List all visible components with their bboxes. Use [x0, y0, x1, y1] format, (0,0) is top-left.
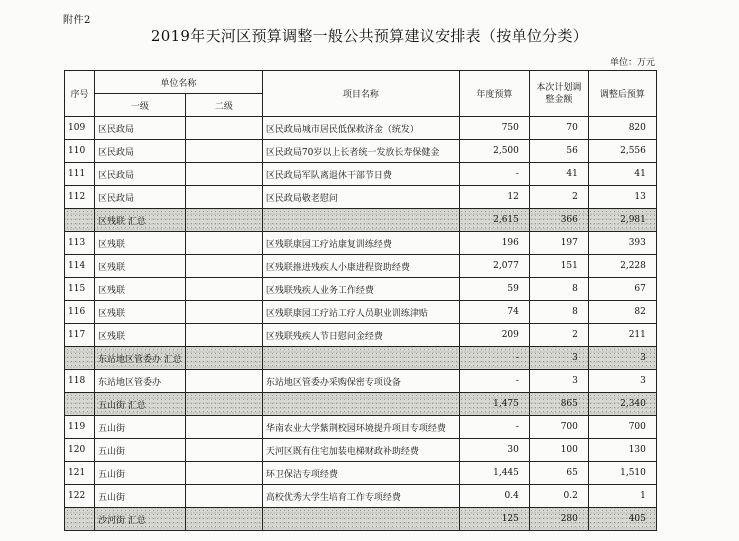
summary-row — [65, 347, 657, 370]
row-level1: 五山街 — [95, 439, 186, 462]
row-level1: 区残联 汇总 — [95, 209, 186, 232]
row-level2 — [185, 416, 262, 439]
row-level2 — [185, 508, 262, 531]
row-project: 区残联残疾人业务工作经费 — [262, 278, 459, 301]
row-project: 天河区既有住宅加装电梯财政补助经费 — [262, 439, 459, 462]
row-level1: 沙河街 汇总 — [95, 508, 186, 531]
row-seq: 118 — [65, 370, 95, 393]
row-level1: 区民政局 — [95, 140, 186, 163]
row-adjustment: 8 — [529, 278, 588, 301]
header-adjustment — [529, 71, 588, 117]
table-row — [65, 232, 657, 255]
header-level2: 二级 — [185, 94, 262, 117]
header-project-name: 项目名称 — [262, 71, 459, 117]
table-row — [65, 117, 657, 140]
row-annual-budget: 2,500 — [459, 140, 529, 163]
row-adjusted-budget: 130 — [588, 439, 656, 462]
row-adjustment: 2 — [529, 186, 588, 209]
row-annual-budget: 12 — [459, 186, 529, 209]
row-level1: 区民政局 — [95, 163, 186, 186]
row-seq: 117 — [65, 324, 95, 347]
row-seq — [65, 347, 95, 370]
page-title: 2019年天河区预算调整一般公共预算建议安排表（按单位分类） — [150, 27, 589, 45]
row-annual-budget: 125 — [459, 508, 529, 531]
row-adjustment: 70 — [529, 117, 588, 140]
row-adjusted-budget: 700 — [588, 416, 656, 439]
table-row — [65, 255, 657, 278]
row-adjusted-budget: 2,228 — [588, 255, 656, 278]
row-adjustment: 700 — [529, 416, 588, 439]
row-adjustment: 56 — [529, 140, 588, 163]
row-level2 — [185, 186, 262, 209]
row-adjustment: 2 — [529, 324, 588, 347]
row-level2 — [185, 278, 262, 301]
row-adjustment: 3 — [529, 370, 588, 393]
row-level2 — [185, 209, 262, 232]
row-annual-budget: 2,615 — [459, 209, 529, 232]
row-project: 高校优秀大学生培育工作专项经费 — [262, 485, 459, 508]
row-seq — [65, 209, 95, 232]
row-level1: 五山街 汇总 — [95, 393, 186, 416]
table-row — [65, 278, 657, 301]
row-project — [262, 209, 459, 232]
table-row — [65, 485, 657, 508]
row-level1: 区残联 — [95, 232, 186, 255]
attachment-label: 附件2 — [63, 15, 91, 26]
row-level2 — [185, 255, 262, 278]
row-level1: 五山街 — [95, 416, 186, 439]
row-adjusted-budget: 211 — [588, 324, 656, 347]
row-seq: 114 — [65, 255, 95, 278]
row-seq: 116 — [65, 301, 95, 324]
row-seq: 121 — [65, 462, 95, 485]
summary-row — [65, 209, 657, 232]
row-seq: 111 — [65, 163, 95, 186]
row-project: 区残联康园工疗站康复训练经费 — [262, 232, 459, 255]
row-level1: 东站地区管委办 — [95, 370, 186, 393]
row-seq: 119 — [65, 416, 95, 439]
row-annual-budget: - — [459, 347, 529, 370]
summary-row — [65, 508, 657, 531]
row-annual-budget: 59 — [459, 278, 529, 301]
row-annual-budget: 196 — [459, 232, 529, 255]
row-level2 — [185, 324, 262, 347]
row-project: 环卫保洁专项经费 — [262, 462, 459, 485]
row-seq: 112 — [65, 186, 95, 209]
row-level2 — [185, 393, 262, 416]
row-project: 区民政局敬老慰问 — [262, 186, 459, 209]
row-level2 — [185, 462, 262, 485]
row-project — [262, 393, 459, 416]
row-adjustment: 41 — [529, 163, 588, 186]
row-adjustment: 151 — [529, 255, 588, 278]
row-adjusted-budget: 3 — [588, 370, 656, 393]
table-row — [65, 140, 657, 163]
row-level2 — [185, 439, 262, 462]
row-level2 — [185, 163, 262, 186]
row-project: 区民政局70岁以上长者统一发放长寿保健金 — [262, 140, 459, 163]
row-level1: 区民政局 — [95, 186, 186, 209]
row-level2 — [185, 370, 262, 393]
row-project: 东站地区管委办采购保密专项设备 — [262, 370, 459, 393]
row-seq — [65, 393, 95, 416]
row-annual-budget: 209 — [459, 324, 529, 347]
row-project: 区残联推进残疾人小康进程资助经费 — [262, 255, 459, 278]
row-adjustment: 280 — [529, 508, 588, 531]
row-annual-budget: - — [459, 163, 529, 186]
row-annual-budget: - — [459, 370, 529, 393]
table-row — [65, 439, 657, 462]
row-annual-budget: 750 — [459, 117, 529, 140]
table-row — [65, 301, 657, 324]
row-level1: 五山街 — [95, 462, 186, 485]
row-level1: 区民政局 — [95, 117, 186, 140]
row-adjusted-budget: 1,510 — [588, 462, 656, 485]
row-adjusted-budget: 2,981 — [588, 209, 656, 232]
row-annual-budget: 0.4 — [459, 485, 529, 508]
row-level1: 区残联 — [95, 255, 186, 278]
row-seq — [65, 508, 95, 531]
summary-row — [65, 393, 657, 416]
row-project: 区民政局军队离退休干部节日费 — [262, 163, 459, 186]
row-adjustment: 366 — [529, 209, 588, 232]
row-level2 — [185, 140, 262, 163]
header-level1: 一级 — [95, 94, 186, 117]
row-annual-budget: 1,475 — [459, 393, 529, 416]
row-adjusted-budget: 67 — [588, 278, 656, 301]
row-adjusted-budget: 820 — [588, 117, 656, 140]
table-row — [65, 186, 657, 209]
row-seq: 110 — [65, 140, 95, 163]
row-adjusted-budget: 1 — [588, 485, 656, 508]
unit-label: 单位：万元 — [609, 58, 655, 68]
row-level2 — [185, 347, 262, 370]
row-annual-budget: 2,077 — [459, 255, 529, 278]
row-project — [262, 508, 459, 531]
row-adjustment: 100 — [529, 439, 588, 462]
table-row — [65, 163, 657, 186]
row-adjusted-budget: 2,556 — [588, 140, 656, 163]
row-project: 华南农业大学紫荆校园环境提升项目专项经费 — [262, 416, 459, 439]
row-project: 区民政局城市居民低保救济金（统发） — [262, 117, 459, 140]
header-seq: 序号 — [65, 71, 95, 117]
row-level2 — [185, 485, 262, 508]
header-annual-budget: 年度预算 — [459, 71, 529, 117]
row-project: 区残联康园工疗站工疗人员职业训练津贴 — [262, 301, 459, 324]
row-annual-budget: 74 — [459, 301, 529, 324]
row-adjusted-budget: 82 — [588, 301, 656, 324]
row-level2 — [185, 301, 262, 324]
row-seq: 113 — [65, 232, 95, 255]
row-annual-budget: 30 — [459, 439, 529, 462]
row-adjustment: 8 — [529, 301, 588, 324]
table-row — [65, 324, 657, 347]
row-level1: 东站地区管委办 汇总 — [95, 347, 186, 370]
table-row — [65, 462, 657, 485]
row-adjusted-budget: 405 — [588, 508, 656, 531]
row-seq: 122 — [65, 485, 95, 508]
row-project — [262, 347, 459, 370]
row-adjustment: 197 — [529, 232, 588, 255]
table-row — [65, 416, 657, 439]
row-seq: 109 — [65, 117, 95, 140]
header-adjusted-budget: 调整后预算 — [588, 71, 656, 117]
row-adjustment: 0.2 — [529, 485, 588, 508]
row-adjusted-budget: 41 — [588, 163, 656, 186]
table-row — [65, 370, 657, 393]
header-adjustment-text: 本次计划调整金额 — [536, 82, 582, 105]
row-project: 区残联残疾人节日慰问金经费 — [262, 324, 459, 347]
row-annual-budget: 1,445 — [459, 462, 529, 485]
row-level1: 五山街 — [95, 485, 186, 508]
row-level2 — [185, 117, 262, 140]
row-adjusted-budget: 393 — [588, 232, 656, 255]
row-level1: 区残联 — [95, 301, 186, 324]
row-seq: 115 — [65, 278, 95, 301]
row-adjustment: 3 — [529, 347, 588, 370]
header-unit-name: 单位名称 — [95, 71, 263, 94]
row-level1: 区残联 — [95, 324, 186, 347]
row-adjusted-budget: 3 — [588, 347, 656, 370]
row-adjustment: 865 — [529, 393, 588, 416]
row-level1: 区残联 — [95, 278, 186, 301]
row-adjusted-budget: 2,340 — [588, 393, 656, 416]
row-adjusted-budget: 13 — [588, 186, 656, 209]
row-seq: 120 — [65, 439, 95, 462]
row-annual-budget: - — [459, 416, 529, 439]
row-adjustment: 65 — [529, 462, 588, 485]
row-level2 — [185, 232, 262, 255]
budget-table — [64, 70, 657, 531]
table-body — [65, 117, 657, 531]
